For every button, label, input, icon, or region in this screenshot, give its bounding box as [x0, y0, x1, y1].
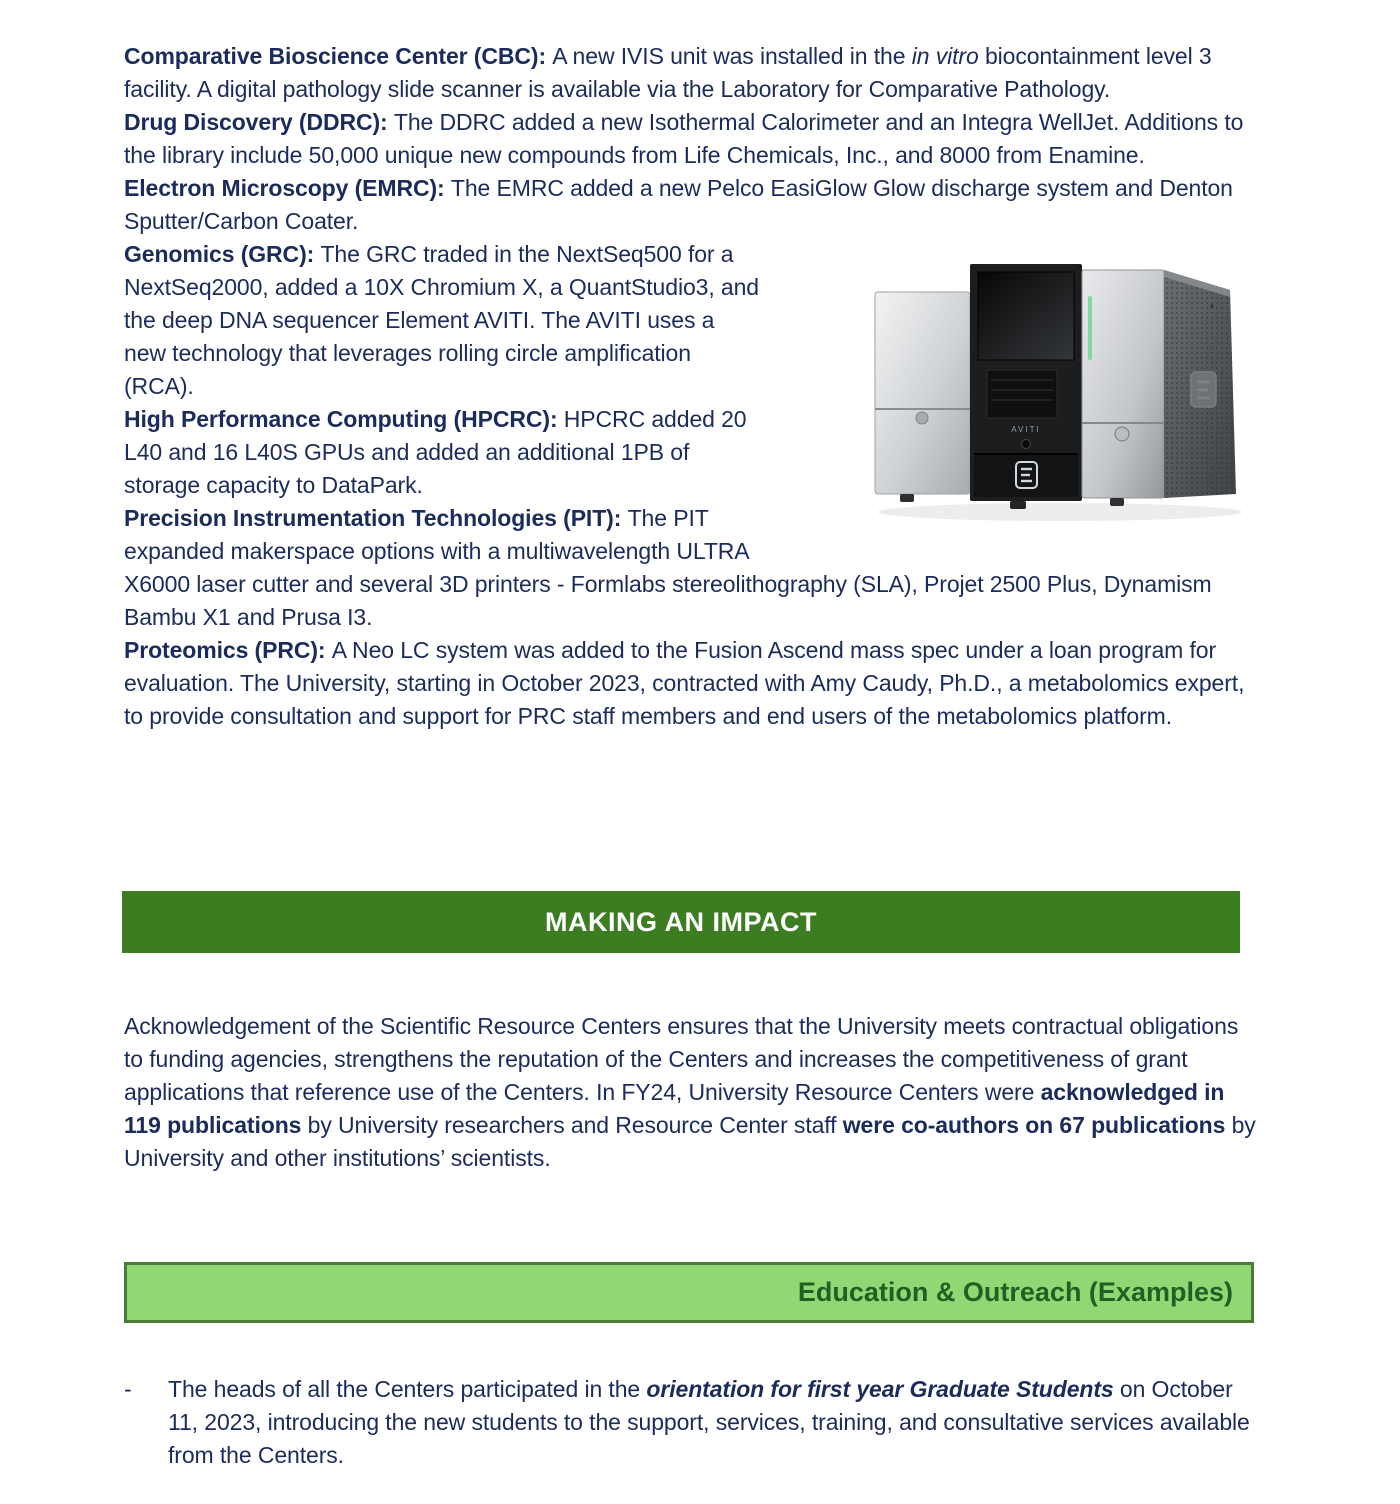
bullet-item [124, 1373, 1264, 1472]
sequencer-screen [978, 272, 1074, 360]
center-paragraph-prc: Proteomics (PRC): A Neo LC system was added to the Fusion Ascend mass spec under a loan program for evaluation. The University, starting in October 2023, contracted with Amy Caudy, Ph.D., a metabolomics expert, to provide consultation and support for PRC staff members and end users of the metabolomics platform. [124, 637, 1245, 729]
sequencer-left-panel [875, 292, 970, 494]
center-paragraph-cbc: Comparative Bioscience Center (CBC): A new IVIS unit was installed in the in vitro biocontainment level 3 facility. A digital pathology slide scanner is available via the Laboratory for Comparative Pathology. [124, 43, 1212, 102]
center-paragraph-hpcrc: High Performance Computing (HPCRC): HPCRC added 20 L40 and 16 L40S GPUs and added an additional 1PB of storage capacity to DataPark. [124, 406, 747, 498]
sequencer-right-panel [1082, 270, 1164, 498]
sequencer-side-panel [1164, 270, 1236, 498]
center-paragraph-emrc: Electron Microscopy (EMRC): The EMRC added a new Pelco EasiGlow Glow discharge system and Denton Sputter/Carbon Coater. [124, 175, 1233, 234]
sequencer-inner-window [987, 370, 1057, 418]
aviti-sequencer-image [860, 246, 1260, 528]
status-light-strip [1088, 296, 1092, 360]
door-handle-left [916, 412, 928, 424]
education-outreach-banner-title: Education & Outreach (Examples) [797, 1277, 1233, 1307]
making-an-impact-banner [122, 891, 1240, 953]
center-paragraph-grc: Genomics (GRC): The GRC traded in the NextSeq500 for a NextSeq2000, added a 10X Chromium X, a QuantStudio3, and the deep DNA sequencer Element AVITI. The AVITI uses a new technology that leverages rolling circle amplification (RCA). [124, 241, 759, 399]
making-an-impact-banner-title: MAKING AN IMPACT [545, 906, 817, 937]
equipment-shadow [878, 503, 1242, 521]
resource-centers-section [124, 40, 1260, 733]
education-outreach-banner [124, 1262, 1254, 1323]
center-paragraph-pit: Precision Instrumentation Technologies (PIT): The PIT expanded makerspace options with a multiwavelength ULTRA X6000 laser cutter and several 3D printers - Formlabs stereolithography (SLA), Projet 2500 Plus, Dynamism Bambu X1 and Prusa I3. [124, 505, 1212, 630]
element-logo-embossed-icon [1191, 372, 1216, 407]
aviti-front-label: AVITI [1011, 425, 1041, 434]
equipment-photo [760, 238, 1260, 538]
door-handle-right [1115, 427, 1129, 441]
sequencer-center-module [970, 264, 1082, 501]
bullet-marker: - [124, 1376, 132, 1402]
center-paragraph-ddrc: Drug Discovery (DDRC): The DDRC added a new Isothermal Calorimeter and an Integra WellJet. Additions to the library include 50,000 unique new compounds from Life Chemicals, Inc., and 8000 from Enamine. [124, 109, 1244, 168]
acknowledgement-paragraph: Acknowledgement of the Scientific Resource Centers ensures that the University meets contractual obligations to funding agencies, strengthens the reputation of the Centers and increases the competitiveness of grant applications that reference use of the Centers. In FY24, University Resource Centers were acknowledged in 119 publications by University researchers and Resource Center staff were co-authors on 67 publications by University and other institutions’ scientists. [124, 1013, 1256, 1171]
sequencer-button [1022, 440, 1031, 449]
bullet-text: The heads of all the Centers participated in the orientation for first year Graduate Students on October 11, 2023, introducing the new students to the support, services, training, and consultative services available from the Centers. [168, 1376, 1250, 1468]
